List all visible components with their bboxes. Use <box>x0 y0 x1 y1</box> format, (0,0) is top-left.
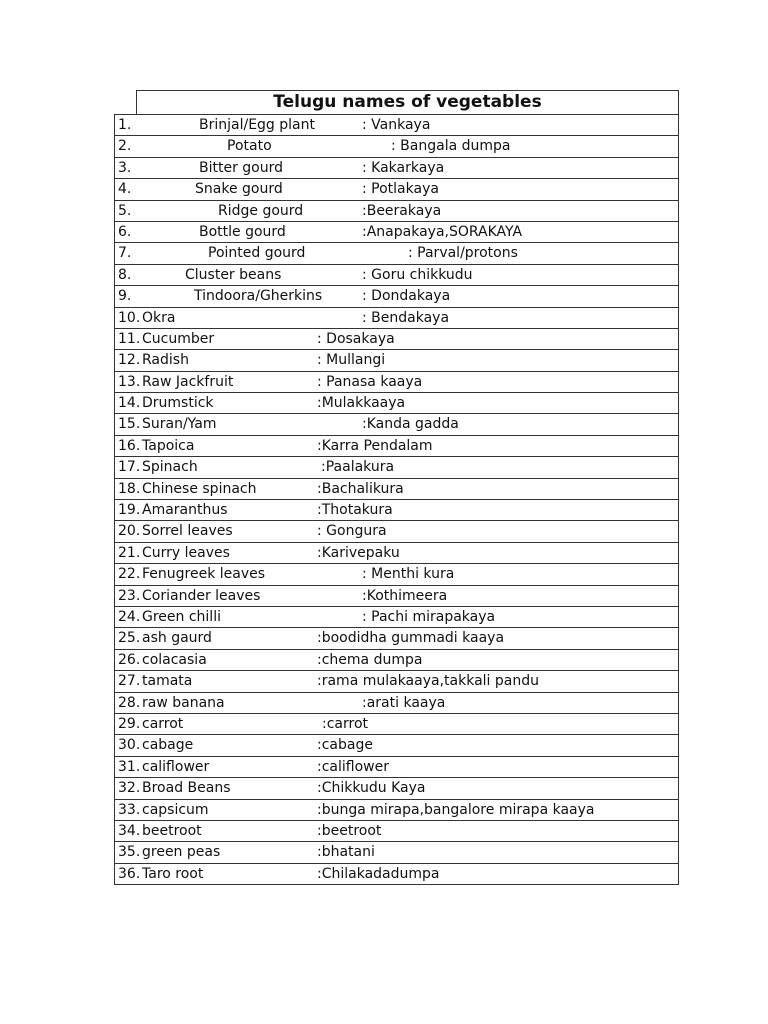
table-row <box>115 329 678 350</box>
row-number: 21. <box>118 544 141 561</box>
vegetable-name: Amaranthus <box>142 502 228 519</box>
table-row <box>115 222 678 243</box>
row-number: 25. <box>118 630 141 647</box>
row-number: 29. <box>118 715 141 732</box>
telugu-name: : Bendakaya <box>362 309 450 326</box>
row-number: 3. <box>118 159 132 176</box>
row-number: 4. <box>118 181 132 198</box>
telugu-name: :bhatani <box>317 844 375 861</box>
row-number: 15. <box>118 416 141 433</box>
table-row <box>115 650 678 671</box>
row-number: 1. <box>118 117 132 133</box>
table-row <box>115 521 678 542</box>
telugu-name: :chema dumpa <box>317 651 423 668</box>
telugu-name: : Dondakaya <box>362 288 451 305</box>
telugu-name: : Panasa kaaya <box>317 373 423 390</box>
table-row <box>115 179 678 200</box>
table-row <box>115 778 678 799</box>
table-row <box>115 372 678 393</box>
vegetable-name: Brinjal/Egg plant <box>199 117 315 133</box>
table-row <box>115 757 678 778</box>
telugu-name: : Menthi kura <box>362 566 455 583</box>
vegetable-name: Radish <box>142 352 189 369</box>
table-row <box>115 864 678 885</box>
row-number: 34. <box>118 822 141 839</box>
telugu-name: : Parval/protons <box>408 245 518 262</box>
vegetable-name: Bitter gourd <box>199 159 284 176</box>
table-row <box>115 586 678 607</box>
row-number: 7. <box>118 245 132 262</box>
row-number: 14. <box>118 395 141 412</box>
telugu-name: : Kakarkaya <box>362 159 445 176</box>
row-number: 27. <box>118 673 141 690</box>
telugu-name: :cabage <box>317 737 373 754</box>
table-row <box>115 350 678 371</box>
vegetable-name: Cluster beans <box>185 266 282 283</box>
telugu-name: :Beerakaya <box>362 202 442 219</box>
table-row <box>115 115 678 136</box>
vegetable-name: raw banana <box>142 694 225 711</box>
vegetable-name: beetroot <box>142 822 202 839</box>
row-number: 2. <box>118 138 132 155</box>
row-number: 24. <box>118 608 141 625</box>
vegetable-name: Suran/Yam <box>142 416 217 433</box>
table-body <box>114 114 679 885</box>
vegetable-name: Raw Jackfruit <box>142 373 234 390</box>
telugu-name: :califlower <box>317 758 389 775</box>
table-row <box>115 243 678 264</box>
telugu-name: : Vankaya <box>362 117 431 133</box>
row-number: 30. <box>118 737 141 754</box>
telugu-name: :Kothimeera <box>362 587 448 604</box>
telugu-name: :Thotakura <box>317 502 393 519</box>
table-row <box>115 543 678 564</box>
table-row <box>115 500 678 521</box>
vegetable-name: Drumstick <box>142 395 214 412</box>
telugu-name: :Paalakura <box>321 459 395 476</box>
table-row <box>115 671 678 692</box>
table-row <box>115 714 678 735</box>
telugu-name: : Goru chikkudu <box>362 266 473 283</box>
telugu-name: : Bangala dumpa <box>391 138 511 155</box>
vegetable-name: ash gaurd <box>142 630 212 647</box>
table-row <box>115 457 678 478</box>
vegetable-name: colacasia <box>142 651 207 668</box>
telugu-name: :arati kaaya <box>362 694 446 711</box>
row-number: 36. <box>118 865 141 882</box>
row-number: 8. <box>118 266 132 283</box>
vegetable-name: Spinach <box>142 459 198 476</box>
table-row <box>115 479 678 500</box>
vegetable-name: Coriander leaves <box>142 587 261 604</box>
telugu-name: :Karivepaku <box>317 544 400 561</box>
telugu-name: :carrot <box>322 715 369 732</box>
table-row <box>115 136 678 157</box>
row-number: 16. <box>118 437 141 454</box>
table-row <box>115 393 678 414</box>
vegetable-name: Tindoora/Gherkins <box>194 288 323 305</box>
telugu-name: :beetroot <box>317 822 382 839</box>
vegetable-name: Taro root <box>142 865 204 882</box>
table-row <box>115 821 678 842</box>
row-number: 13. <box>118 373 141 390</box>
table-row <box>115 735 678 756</box>
vegetable-name: Fenugreek leaves <box>142 566 266 583</box>
row-number: 9. <box>118 288 132 305</box>
vegetable-name: Chinese spinach <box>142 480 257 497</box>
row-number: 20. <box>118 523 141 540</box>
telugu-name: :Bachalikura <box>317 480 404 497</box>
row-number: 32. <box>118 780 141 797</box>
row-number: 19. <box>118 502 141 519</box>
telugu-name: : Gongura <box>317 523 387 540</box>
table-row <box>115 693 678 714</box>
vegetable-name: Potato <box>227 138 272 155</box>
telugu-name: : Dosakaya <box>317 330 395 347</box>
vegetable-name: Tapoica <box>142 437 195 454</box>
telugu-name: :Chilakadadumpa <box>317 865 440 882</box>
table-row <box>115 607 678 628</box>
row-number: 5. <box>118 202 132 219</box>
vegetable-name: Okra <box>142 309 176 326</box>
title-row <box>114 90 679 114</box>
row-number: 35. <box>118 844 141 861</box>
telugu-name: :boodidha gummadi kaaya <box>317 630 505 647</box>
table-row <box>115 265 678 286</box>
vegetable-name: cabage <box>142 737 194 754</box>
telugu-name: :bunga mirapa,bangalore mirapa kaaya <box>317 801 595 818</box>
row-number: 33. <box>118 801 141 818</box>
telugu-name: :Kanda gadda <box>362 416 459 433</box>
row-number: 10. <box>118 309 141 326</box>
row-number: 6. <box>118 223 132 240</box>
telugu-name: :Chikkudu Kaya <box>317 780 426 797</box>
table-row <box>115 628 678 649</box>
vegetable-table <box>114 90 679 885</box>
vegetable-name: carrot <box>142 715 184 732</box>
vegetable-name: Green chilli <box>142 608 221 625</box>
row-number: 12. <box>118 352 141 369</box>
row-number: 18. <box>118 480 141 497</box>
row-number: 31. <box>118 758 141 775</box>
row-number: 22. <box>118 566 141 583</box>
table-row <box>115 436 678 457</box>
telugu-name: :Mulakkaaya <box>317 395 406 412</box>
table-row <box>115 158 678 179</box>
table-row <box>115 842 678 863</box>
row-number: 17. <box>118 459 141 476</box>
telugu-name: : Pachi mirapakaya <box>362 608 496 625</box>
vegetable-name: Cucumber <box>142 330 215 347</box>
vegetable-name: Pointed gourd <box>208 245 306 262</box>
telugu-name: : Mullangi <box>317 352 386 369</box>
vegetable-name: Curry leaves <box>142 544 230 561</box>
telugu-name: : Potlakaya <box>362 181 439 198</box>
vegetable-name: green peas <box>142 844 221 861</box>
telugu-name: :Karra Pendalam <box>317 437 433 454</box>
vegetable-name: califlower <box>142 758 210 775</box>
table-row <box>115 201 678 222</box>
row-number: 28. <box>118 694 141 711</box>
telugu-name: :Anapakaya,SORAKAYA <box>362 223 523 240</box>
vegetable-name: Snake gourd <box>195 181 283 198</box>
vegetable-name: tamata <box>142 673 193 690</box>
table-title: Telugu names of vegetables <box>136 90 679 114</box>
table-row <box>115 564 678 585</box>
telugu-name: :rama mulakaaya,takkali pandu <box>317 673 539 690</box>
row-number: 11. <box>118 330 141 347</box>
vegetable-name: Broad Beans <box>142 780 231 797</box>
row-number: 23. <box>118 587 141 604</box>
row-number: 26. <box>118 651 141 668</box>
vegetable-name: Sorrel leaves <box>142 523 233 540</box>
table-row <box>115 414 678 435</box>
table-row <box>115 308 678 329</box>
table-row <box>115 286 678 307</box>
vegetable-name: Bottle gourd <box>199 223 286 240</box>
vegetable-name: Ridge gourd <box>218 202 304 219</box>
vegetable-name: capsicum <box>142 801 209 818</box>
table-row <box>115 800 678 821</box>
